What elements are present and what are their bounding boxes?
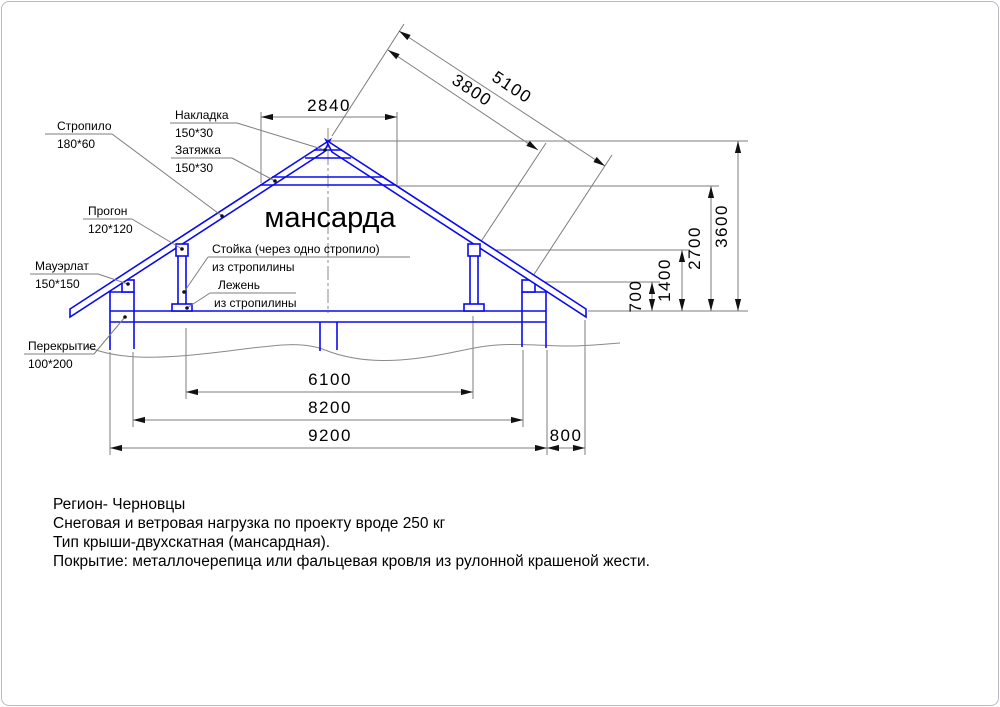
label-nakladka-name: Накладка (175, 108, 229, 122)
dim-5100-value: 5100 (488, 67, 536, 108)
dim-700-value: 700 (626, 279, 645, 313)
label-nakladka-size: 150*30 (175, 126, 214, 140)
label-stoyka-size: из стропилины (212, 260, 295, 274)
label-zatyazhka-size: 150*30 (175, 161, 214, 175)
post-left (178, 256, 186, 304)
label-mauerlat-name: Мауэрлат (35, 259, 89, 273)
note-line-1: Регион- Черновцы (53, 496, 186, 513)
note-line-2: Снеговая и ветровая нагрузка по проекту вроде 250 кг (53, 515, 446, 532)
label-stoyka-name: Стойка (через одно стропило) (212, 242, 380, 256)
dim-9200-value: 9200 (308, 426, 352, 445)
label-lezhen-size: из стропилины (214, 296, 297, 310)
label-mauerlat-size: 150*150 (35, 277, 80, 291)
dim-2840-value: 2840 (307, 96, 351, 115)
ground-break-line (86, 343, 620, 361)
dim-3600-value: 3600 (712, 204, 731, 248)
room-label: мансарда (264, 202, 396, 234)
dim-2700-value: 2700 (685, 226, 704, 270)
label-lezhen-name: Лежень (218, 278, 260, 292)
leader-progon (132, 219, 182, 249)
leader-stoyka (184, 257, 208, 292)
sleeper-right (464, 304, 484, 311)
notes-block (53, 496, 650, 570)
dim-6100-value: 6100 (308, 370, 352, 389)
label-stropilo-size: 180*60 (57, 137, 96, 151)
purlin-right (468, 244, 480, 256)
note-line-3: Тип крыши-двухскатная (мансардная). (53, 534, 331, 551)
label-stropilo-name: Стропило (57, 119, 112, 133)
label-perekrytie-name: Перекрытие (28, 339, 97, 353)
label-zatyazhka-name: Затяжка (175, 143, 221, 157)
dim-5100 (399, 31, 612, 279)
center-wall (320, 322, 337, 351)
leader-lezhen (187, 293, 210, 308)
label-progon-name: Прогон (88, 204, 128, 218)
dim-spans (110, 316, 585, 455)
label-progon-size: 120*120 (88, 222, 133, 236)
dim-8200-value: 8200 (308, 398, 352, 417)
leader-zatyazhka (232, 158, 275, 181)
leader-nakladka (237, 123, 325, 150)
dim-3800-value: 3800 (448, 70, 496, 111)
dim-800-value: 800 (549, 426, 583, 445)
note-line-4: Покрытие: металлочерепица или фальцевая кровля из рулонной крашеной жести. (53, 553, 650, 570)
wall-right (522, 292, 546, 348)
dim-1400-value: 1400 (655, 258, 674, 302)
part-labels (28, 108, 396, 371)
post-right (470, 256, 478, 304)
label-perekrytie-size: 100*200 (28, 357, 73, 371)
sleeper-left (172, 304, 192, 311)
